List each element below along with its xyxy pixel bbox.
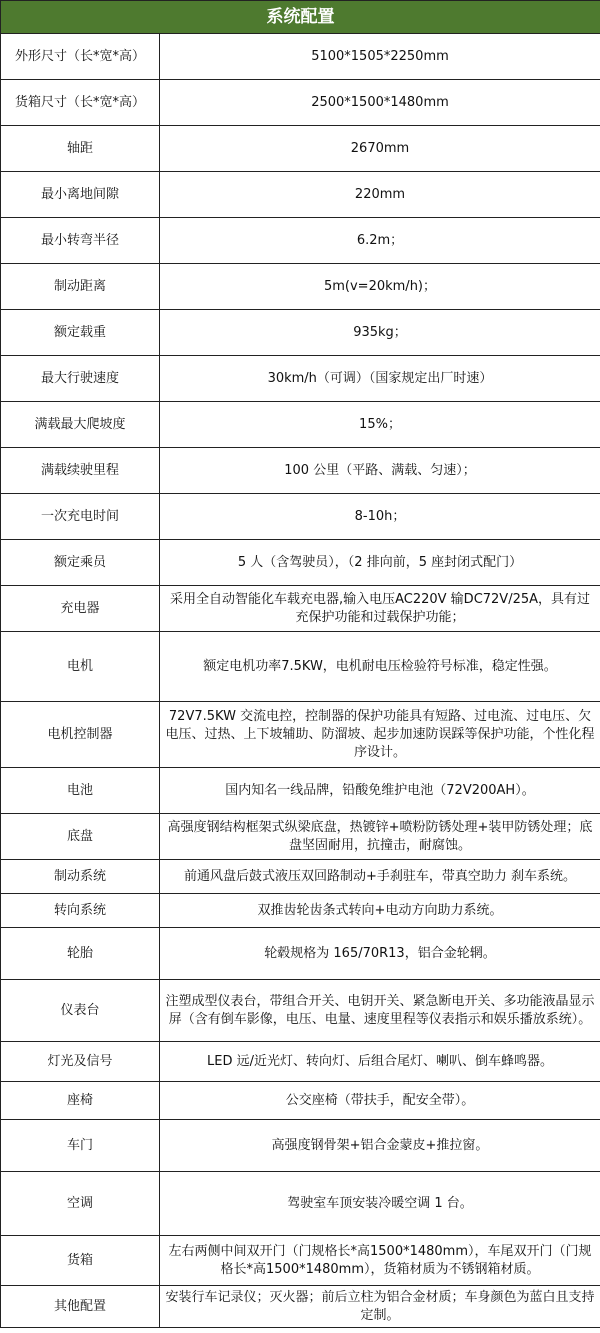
spec-label: 最小转弯半径 xyxy=(1,218,160,264)
spec-label: 轮胎 xyxy=(1,928,160,980)
spec-value: LED 远/近光灯、转向灯、后组合尾灯、喇叭、倒车蜂鸣器。 xyxy=(160,1042,600,1082)
spec-value: 注塑成型仪表台，带组合开关、电钥开关、紧急断电开关、多功能液晶显示屏（含有倒车影像，电压、电量、速度里程等仪表指示和娱乐播放系统）。 xyxy=(160,980,600,1042)
spec-row xyxy=(1,1286,600,1328)
spec-label: 最大行驶速度 xyxy=(1,356,160,402)
spec-row xyxy=(1,632,600,702)
spec-row xyxy=(1,702,600,768)
spec-label: 其他配置 xyxy=(1,1286,160,1328)
spec-row xyxy=(1,34,600,80)
spec-label: 制动距离 xyxy=(1,264,160,310)
spec-row xyxy=(1,172,600,218)
spec-value: 额定电机功率7.5KW，电机耐电压检验符号标准，稳定性强。 xyxy=(160,632,600,702)
spec-value: 15%； xyxy=(160,402,600,448)
spec-value: 公交座椅（带扶手，配安全带）。 xyxy=(160,1082,600,1120)
spec-label: 仪表台 xyxy=(1,980,160,1042)
spec-value: 高强度钢骨架+铝合金蒙皮+推拉窗。 xyxy=(160,1120,600,1172)
spec-row xyxy=(1,80,600,126)
spec-row xyxy=(1,894,600,928)
spec-row xyxy=(1,494,600,540)
spec-label: 灯光及信号 xyxy=(1,1042,160,1082)
spec-value: 2670mm xyxy=(160,126,600,172)
spec-label: 转向系统 xyxy=(1,894,160,928)
spec-label: 额定载重 xyxy=(1,310,160,356)
spec-row xyxy=(1,126,600,172)
spec-value: 8-10h； xyxy=(160,494,600,540)
spec-row xyxy=(1,356,600,402)
spec-value: 高强度钢结构框架式纵梁底盘，热镀锌+喷粉防锈处理+装甲防锈处理；底盘坚固耐用，抗撞击，耐腐蚀。 xyxy=(160,814,600,860)
spec-label: 一次充电时间 xyxy=(1,494,160,540)
spec-row xyxy=(1,928,600,980)
spec-label: 最小离地间隙 xyxy=(1,172,160,218)
spec-row xyxy=(1,264,600,310)
spec-value: 前通风盘后鼓式液压双回路制动+手刹驻车，带真空助力 刹车系统。 xyxy=(160,860,600,894)
spec-label: 电池 xyxy=(1,768,160,814)
spec-label: 外形尺寸（长*宽*高） xyxy=(1,34,160,80)
spec-value: 220mm xyxy=(160,172,600,218)
spec-label: 满载续驶里程 xyxy=(1,448,160,494)
spec-value: 6.2m； xyxy=(160,218,600,264)
spec-value: 935kg； xyxy=(160,310,600,356)
spec-value: 5 人（含驾驶员），（2 排向前，5 座封闭式配门） xyxy=(160,540,600,586)
spec-row xyxy=(1,402,600,448)
spec-value: 左右两侧中间双开门（门规格长*高1500*1480mm），车尾双开门（门规格长*高1500*1480mm），货箱材质为不锈钢箱材质。 xyxy=(160,1236,600,1286)
spec-row xyxy=(1,586,600,632)
spec-row xyxy=(1,814,600,860)
spec-label: 制动系统 xyxy=(1,860,160,894)
spec-label: 电机控制器 xyxy=(1,702,160,768)
spec-row xyxy=(1,1042,600,1082)
title-row xyxy=(1,1,600,34)
spec-row xyxy=(1,218,600,264)
spec-row xyxy=(1,1172,600,1236)
spec-value: 双推齿轮齿条式转向+电动方向助力系统。 xyxy=(160,894,600,928)
spec-label: 货箱 xyxy=(1,1236,160,1286)
spec-row xyxy=(1,1236,600,1286)
spec-label: 充电器 xyxy=(1,586,160,632)
spec-row xyxy=(1,310,600,356)
spec-value: 5100*1505*2250mm xyxy=(160,34,600,80)
spec-label: 满载最大爬坡度 xyxy=(1,402,160,448)
spec-label: 座椅 xyxy=(1,1082,160,1120)
spec-value: 驾驶室车顶安装冷暖空调 1 台。 xyxy=(160,1172,600,1236)
spec-value: 2500*1500*1480mm xyxy=(160,80,600,126)
spec-row xyxy=(1,1082,600,1120)
spec-label: 额定乘员 xyxy=(1,540,160,586)
spec-label: 货箱尺寸（长*宽*高） xyxy=(1,80,160,126)
spec-row xyxy=(1,448,600,494)
spec-value: 国内知名一线品牌，铅酸免维护电池（72V200AH）。 xyxy=(160,768,600,814)
spec-row xyxy=(1,768,600,814)
table-title: 系统配置 xyxy=(1,1,600,34)
spec-row xyxy=(1,1120,600,1172)
spec-label: 车门 xyxy=(1,1120,160,1172)
spec-value: 采用全自动智能化车载充电器,输入电压AC220V 输DC72V/25A，具有过充保护功能和过载保护功能； xyxy=(160,586,600,632)
spec-value: 72V7.5KW 交流电控，控制器的保护功能具有短路、过电流、过电压、欠电压、过热、上下坡辅助、防溜坡、起步加速防误踩等保护功能，个性化程序设计。 xyxy=(160,702,600,768)
spec-label: 轴距 xyxy=(1,126,160,172)
spec-value: 5m(v=20km/h)； xyxy=(160,264,600,310)
spec-label: 底盘 xyxy=(1,814,160,860)
spec-row xyxy=(1,860,600,894)
spec-value: 100 公里（平路、满载、匀速）； xyxy=(160,448,600,494)
spec-label: 空调 xyxy=(1,1172,160,1236)
spec-row xyxy=(1,540,600,586)
spec-value: 30km/h（可调）（国家规定出厂时速） xyxy=(160,356,600,402)
spec-value: 安装行车记录仪；灭火器；前后立柱为铝合金材质；车身颜色为蓝白且支持定制。 xyxy=(160,1286,600,1328)
spec-row xyxy=(1,980,600,1042)
spec-value: 轮毂规格为 165/70R13，铝合金轮辋。 xyxy=(160,928,600,980)
spec-label: 电机 xyxy=(1,632,160,702)
